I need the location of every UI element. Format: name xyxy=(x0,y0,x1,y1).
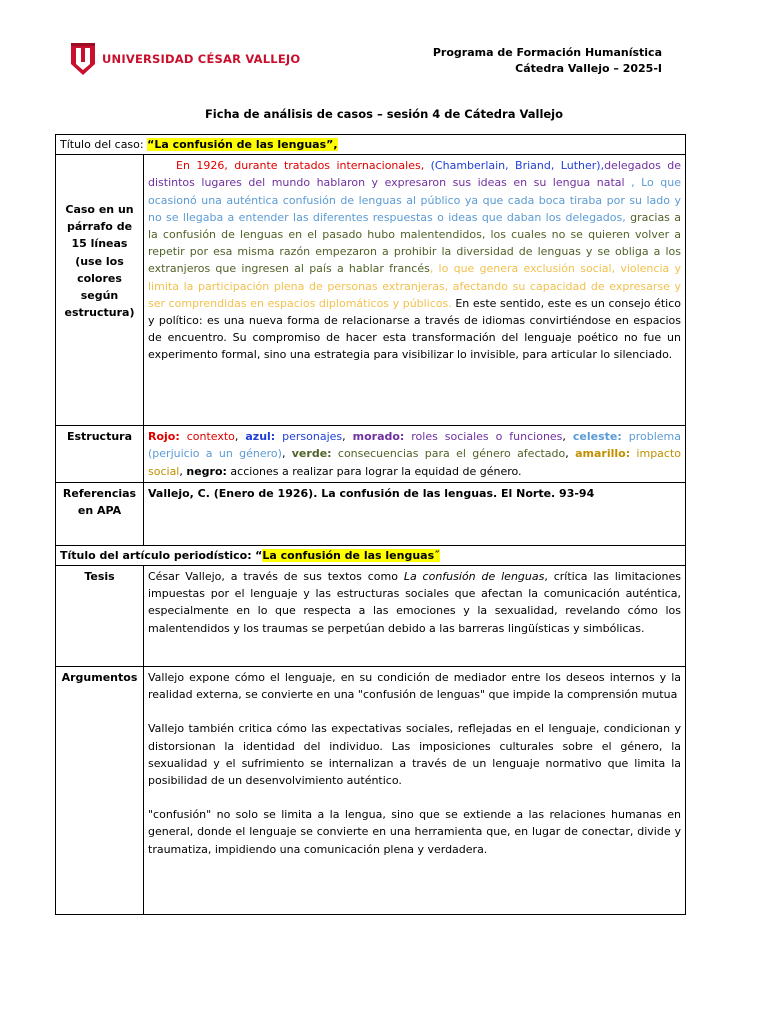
ucv-shield-icon xyxy=(70,42,96,76)
thesis-post: , crítica las limitaciones impuestas por el lenguaje y las estructuras sociales que afectan la comunicación auténtica, especialmente en lo que respecta a las emociones y la sexualidad, revelando cómo los malentendidos y los traumas se perpetúan debido a las barreras lingüísticas y simbólicas. xyxy=(148,570,681,635)
references-label: Referencias en APA xyxy=(56,482,144,545)
structure-legend: Rojo: contexto, azul: personajes, morado: roles sociales o funciones, celeste: problema (perjuicio a un género), verde: consecuencias para el género afectado, amarillo: impacto social, negro: acciones a realizar para lograr la equidad de género. xyxy=(144,426,686,483)
thesis-pre: César Vallejo, a través de sus textos como xyxy=(148,570,404,584)
thesis-work-title: La confusión de lenguas xyxy=(403,570,545,584)
arguments-label: Argumentos xyxy=(56,667,144,915)
case-title-value: “La confusión de las lenguas”, xyxy=(147,138,338,151)
references-value: Vallejo, C. (Enero de 1926). La confusión de las lenguas. El Norte. 93-94 xyxy=(144,482,686,545)
legend-cyan-value: problema (perjuicio a un género) xyxy=(148,430,681,461)
article-title-value: La confusión de las lenguas˝ xyxy=(262,548,440,562)
thesis-label: Tesis xyxy=(56,566,144,667)
thesis-text xyxy=(144,566,686,667)
context-text: En 1926, durante tratados internacionales, xyxy=(176,159,425,173)
characters-text: (Chamberlain, Briand, Luther), xyxy=(430,159,605,173)
program-name: Programa de Formación Humanística xyxy=(432,46,662,59)
case-title-label: Título del caso: xyxy=(60,138,144,151)
problem-text: , Lo que ocasionó una auténtica confusión de lenguas al público ya que cada boca tiraba por su lado y no se llegaba a entender las diferentes respuestas o ideas que daban los delegados, xyxy=(148,176,681,224)
case-analysis-table xyxy=(55,134,686,915)
argument-item: "confusión" no solo se limita a la lengua, sino que se extiende a las relaciones humanas en general, donde el lenguaje se convierte en una herramienta que, en lugar de conectar, divide y traumatiza, impidiendo una comunicación plena y verdadera. xyxy=(148,808,681,856)
thesis-row xyxy=(56,566,686,667)
legend-purple-value: roles sociales o funciones xyxy=(411,430,563,444)
legend-blue-key: azul: xyxy=(245,430,276,444)
document-title: Ficha de análisis de casos – sesión 4 de Cátedra Vallejo xyxy=(204,107,564,121)
legend-blue-value: personajes xyxy=(282,430,343,444)
legend-green-key: verde: xyxy=(291,447,332,461)
impact-text: , lo que genera exclusión social, violencia y limita la participación plena de personas extranjeras, afectando su capacidad de expresarse y ser comprendidas en espacios diplomáticos y públicos. xyxy=(148,262,682,310)
references-row xyxy=(56,482,686,545)
article-title-label: Título del artículo periodístico: xyxy=(60,548,252,562)
legend-yellow-key: amarillo: xyxy=(575,447,631,461)
case-paragraph-text xyxy=(144,155,686,426)
arguments-text xyxy=(144,667,686,915)
legend-yellow-value: impacto social xyxy=(148,447,682,478)
case-paragraph-label: Caso en un párrafo de 15 líneas (use los colores según estructura) xyxy=(56,155,144,426)
article-title-row xyxy=(56,545,686,565)
legend-purple-key: morado: xyxy=(352,430,405,444)
legend-black-key: negro: xyxy=(186,464,227,478)
header-info xyxy=(433,45,662,77)
legend-black-value: acciones a realizar para lograr la equidad de género. xyxy=(230,464,522,478)
structure-row xyxy=(56,426,686,483)
case-paragraph-row xyxy=(56,155,686,426)
argument-item: Vallejo también critica cómo las expectativas sociales, reflejadas en el lenguaje, condicionan y distorsionan la identidad del individuo. Las imposiciones culturales sobre el género, la sexualidad y el sufrimiento se internalizan a través de un lenguaje normativo que limita la posibilidad de un desenvolvimiento auténtico. xyxy=(148,722,681,788)
consequence-text: gracias a la confusión de lenguas en el pasado hubo malentendidos, los cuales no se quieren volver a repetir por esa misma razón empezaron a prohibir la diversidad de lenguas y se obliga a los extranjeros que ingresen al país a hablar francés xyxy=(148,210,681,276)
legend-red-key: Rojo: xyxy=(148,430,180,444)
catedra-name: Cátedra Vallejo – 2025-I xyxy=(515,62,662,75)
argument-item: Vallejo expone cómo el lenguaje, en su condición de mediador entre los deseos internos y la realidad externa, se convierte en una "confusión de lenguas" que impide la comprensión mutua xyxy=(148,671,681,702)
roles-text: delegados de distintos lugares del mundo hablaron y expresaron sus ideas en su lengua natal xyxy=(148,159,681,190)
institution-name: UNIVERSIDAD CÉSAR VALLEJO xyxy=(102,52,301,66)
university-logo xyxy=(70,42,300,76)
actions-text: En este sentido, este es un consejo ético y político: es una nueva forma de relacionarse a través de idiomas convirtiéndose en espacios de encuentro. Su compromiso de hacer esta transformación del lenguaje poético no fue un experimento formal, sino una estrategia para visibilizar lo invisible, para articular lo silenciado. xyxy=(148,296,681,362)
legend-red-value: contexto xyxy=(186,430,235,444)
article-title-open-quote: “ xyxy=(255,548,263,562)
legend-cyan-key: celeste: xyxy=(572,430,622,444)
arguments-row xyxy=(56,667,686,915)
case-title-row xyxy=(56,135,686,155)
structure-label: Estructura xyxy=(56,426,144,483)
legend-green-value: consecuencias para el género afectado xyxy=(337,447,566,461)
